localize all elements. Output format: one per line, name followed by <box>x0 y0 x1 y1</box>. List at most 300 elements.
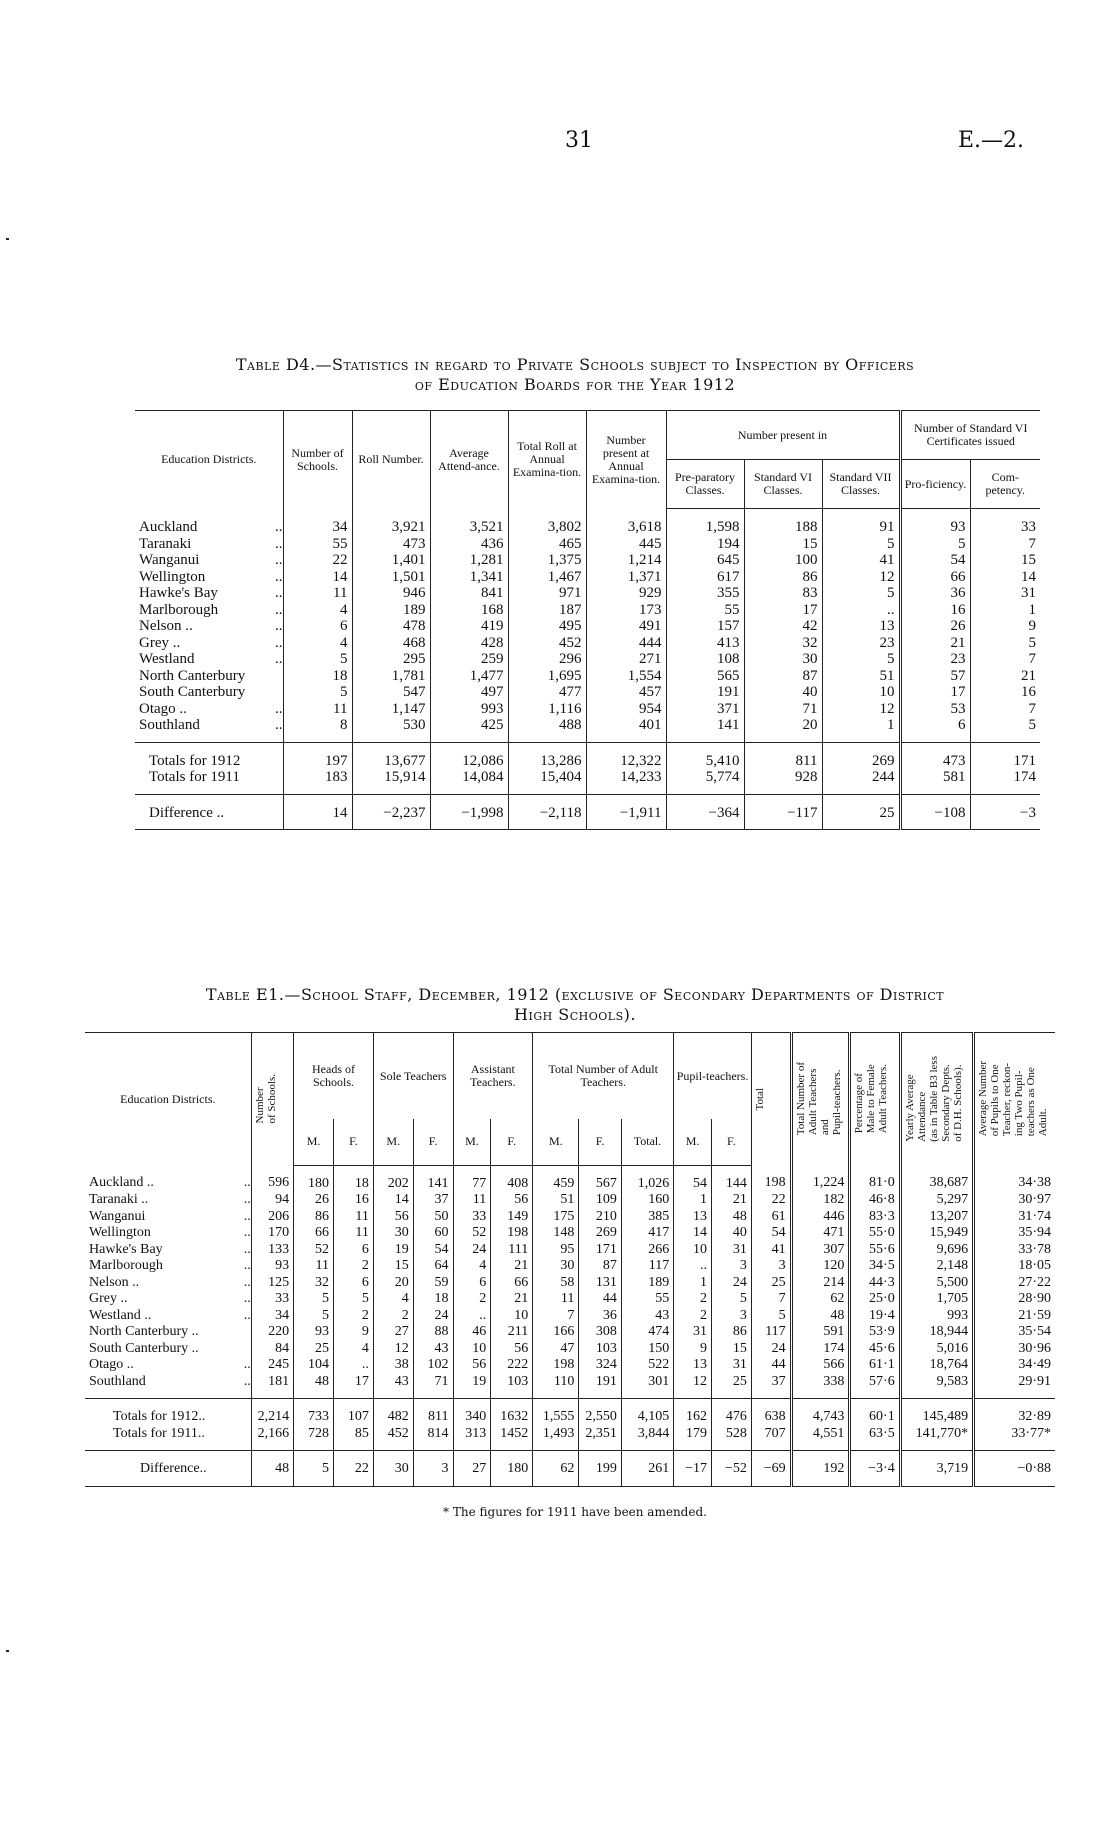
value-cell: 1,147 <box>352 701 430 718</box>
value-cell: 21·59 <box>974 1308 1055 1325</box>
value-cell: 9 <box>674 1341 712 1358</box>
value-cell: 5,500 <box>900 1275 973 1292</box>
value-cell: 162 <box>674 1399 712 1426</box>
value-cell: 1,467 <box>508 569 586 586</box>
table-row <box>85 1374 1055 1399</box>
value-cell: 44 <box>579 1291 621 1308</box>
leader-dots: .. <box>275 552 283 568</box>
table-row <box>135 701 1040 718</box>
document-reference: E.—2. <box>958 128 1025 153</box>
value-cell: 12 <box>674 1374 712 1399</box>
value-cell: 408 <box>491 1165 533 1192</box>
value-cell: 25 <box>294 1341 334 1358</box>
value-cell: 33 <box>251 1291 293 1308</box>
value-cell: 471 <box>791 1225 850 1242</box>
value-cell: 38 <box>373 1357 413 1374</box>
table-row <box>85 1324 1055 1341</box>
value-cell: 9 <box>334 1324 374 1341</box>
value-cell: 929 <box>586 585 666 602</box>
col-header-district: Education Districts. <box>85 1033 251 1166</box>
value-cell: 338 <box>791 1374 850 1399</box>
value-cell: 476 <box>711 1399 751 1426</box>
value-cell: 51 <box>822 668 900 685</box>
col-header-assistant: Assistant Teachers. <box>453 1033 533 1120</box>
value-cell: 54 <box>900 552 970 569</box>
value-cell: 214 <box>791 1275 850 1292</box>
value-cell: 14 <box>283 794 352 830</box>
value-cell: 19 <box>453 1374 491 1399</box>
value-cell: 21 <box>491 1291 533 1308</box>
value-cell: 15 <box>970 552 1040 569</box>
value-cell: 591 <box>791 1324 850 1341</box>
table-row <box>85 1192 1055 1209</box>
value-cell: 83·3 <box>850 1209 900 1226</box>
value-cell: 565 <box>666 668 744 685</box>
value-cell: 313 <box>453 1426 491 1451</box>
table-row <box>85 1225 1055 1242</box>
value-cell: 34 <box>251 1308 293 1325</box>
leader-dots: .. <box>243 1307 251 1323</box>
value-cell: 401 <box>586 717 666 742</box>
district-name: Auckland <box>139 518 198 535</box>
table-d4-caption <box>110 355 1040 395</box>
table-row <box>135 569 1040 586</box>
district-name: Wellington <box>139 568 206 585</box>
col-header-pupil: Pupil-teachers. <box>674 1033 752 1120</box>
value-cell: 3 <box>413 1451 453 1487</box>
value-cell: 21 <box>900 635 970 652</box>
district-name: Hawke's Bay <box>139 585 218 601</box>
value-cell: 6 <box>453 1275 491 1292</box>
col-header-attendance: Average Attend-ance. <box>430 411 508 509</box>
table-row <box>85 1242 1055 1259</box>
value-cell: −108 <box>900 794 970 830</box>
value-cell: 478 <box>352 618 430 635</box>
district-name: Southland <box>85 1374 223 1399</box>
value-cell: 180 <box>294 1165 334 1192</box>
value-cell: 5,410 <box>666 742 744 769</box>
value-cell: 22 <box>283 552 352 569</box>
leader-dots: .. <box>243 1258 251 1273</box>
value-cell: 199 <box>579 1451 621 1487</box>
table-row <box>135 635 1040 652</box>
value-cell: 11 <box>533 1291 579 1308</box>
table-row <box>85 1291 1055 1308</box>
district-name: Wanganui <box>89 1208 146 1224</box>
value-cell: 1,401 <box>352 552 430 569</box>
value-cell: −69 <box>751 1451 791 1487</box>
value-cell: 1,705 <box>900 1291 973 1308</box>
col-header-standard-vi: Standard VI Classes. <box>744 460 822 509</box>
value-cell: 31 <box>711 1242 751 1259</box>
table-row <box>85 1357 1055 1374</box>
margin-mark <box>6 238 9 240</box>
col-header-certificates: Number of Standard VI Certificates issued <box>900 411 1040 460</box>
value-cell: 61·1 <box>850 1357 900 1374</box>
value-cell: 110 <box>533 1374 579 1399</box>
col-subheader-f: F. <box>579 1119 621 1165</box>
table-row <box>85 1165 1055 1192</box>
value-cell: 181 <box>251 1374 293 1399</box>
leader-dots: .. <box>243 1241 251 1257</box>
district-name: North Canterbury <box>139 667 246 684</box>
table-row <box>85 1341 1055 1358</box>
table-d4 <box>135 410 1040 830</box>
value-cell: 457 <box>586 684 666 701</box>
value-cell: 3,719 <box>900 1451 973 1487</box>
value-cell: 11 <box>334 1225 374 1242</box>
value-cell: 13 <box>674 1357 712 1374</box>
value-cell: 482 <box>373 1399 413 1426</box>
value-cell: 31·74 <box>974 1209 1055 1226</box>
value-cell: 497 <box>430 684 508 701</box>
value-cell: 46·8 <box>850 1192 900 1209</box>
value-cell: 1,026 <box>621 1165 673 1192</box>
value-cell: 7 <box>970 701 1040 718</box>
value-cell: 25 <box>711 1374 751 1399</box>
value-cell: 491 <box>586 618 666 635</box>
value-cell: 488 <box>508 717 586 742</box>
value-cell: 53 <box>900 701 970 718</box>
value-cell: 93 <box>294 1324 334 1341</box>
col-subheader-m: M. <box>294 1119 334 1165</box>
value-cell: 34·49 <box>974 1357 1055 1374</box>
value-cell: 5,774 <box>666 769 744 794</box>
value-cell: 1,493 <box>533 1426 579 1451</box>
value-cell: 100 <box>744 552 822 569</box>
district-name: Westland <box>139 651 195 667</box>
value-cell: 1 <box>674 1192 712 1209</box>
district-name: Taranaki <box>139 535 192 552</box>
value-cell: 21 <box>491 1258 533 1275</box>
value-cell: 141 <box>666 717 744 742</box>
value-cell: 728 <box>294 1426 334 1451</box>
value-cell: 707 <box>751 1426 791 1451</box>
leader-dots: .. <box>243 1175 251 1191</box>
value-cell: 170 <box>251 1225 293 1242</box>
value-cell: 23 <box>900 651 970 668</box>
value-cell: 15,949 <box>900 1225 973 1242</box>
value-cell: 166 <box>533 1324 579 1341</box>
value-cell: 55 <box>621 1291 673 1308</box>
value-cell: 419 <box>430 618 508 635</box>
value-cell: 45·6 <box>850 1341 900 1358</box>
value-cell: 37 <box>751 1374 791 1399</box>
value-cell: 1,214 <box>586 552 666 569</box>
value-cell: 12,322 <box>586 742 666 769</box>
value-cell: 55 <box>666 602 744 619</box>
value-cell: 83 <box>744 585 822 602</box>
value-cell: 15,404 <box>508 769 586 794</box>
value-cell: 7 <box>970 536 1040 553</box>
value-cell: 30 <box>533 1258 579 1275</box>
value-cell: 24 <box>413 1308 453 1325</box>
value-cell: 24 <box>453 1242 491 1259</box>
value-cell: 32 <box>744 635 822 652</box>
leader-dots: .. <box>243 1192 251 1207</box>
leader-dots: .. <box>243 1274 251 1290</box>
col-subheader-m: M. <box>453 1119 491 1165</box>
value-cell: 30·96 <box>974 1341 1055 1358</box>
value-cell: 60 <box>413 1225 453 1242</box>
value-cell: 32·89 <box>974 1399 1055 1426</box>
value-cell: −17 <box>674 1451 712 1487</box>
leader-dots: .. <box>255 717 283 742</box>
value-cell: 295 <box>352 651 430 668</box>
header-text: Average Number of Pupils to One Teacher, reckon- ing Two Pupil- teachers as One Adult. <box>977 1061 1050 1137</box>
value-cell: 102 <box>413 1357 453 1374</box>
value-cell: 271 <box>586 651 666 668</box>
value-cell: 13,207 <box>900 1209 973 1226</box>
value-cell: 245 <box>251 1357 293 1374</box>
table-row <box>85 1275 1055 1292</box>
district-name: South Canterbury <box>139 684 246 700</box>
col-header-standard-vii: Standard VII Classes. <box>822 460 900 509</box>
table-row <box>135 585 1040 602</box>
value-cell: 81·0 <box>850 1165 900 1192</box>
value-cell: 733 <box>294 1399 334 1426</box>
district-name: Wellington <box>89 1225 151 1240</box>
value-cell: 188 <box>744 509 822 536</box>
value-cell: 14,084 <box>430 769 508 794</box>
table-row <box>85 1308 1055 1325</box>
table-row <box>135 602 1040 619</box>
col-header-present-in: Number present in <box>666 411 900 460</box>
value-cell: 5 <box>822 585 900 602</box>
district-name: Marlborough <box>139 601 219 618</box>
value-cell: 13 <box>674 1209 712 1226</box>
value-cell: 26 <box>294 1192 334 1209</box>
value-cell: 1452 <box>491 1426 533 1451</box>
value-cell: 29·91 <box>974 1374 1055 1399</box>
value-cell: 18 <box>283 668 352 685</box>
value-cell: 12 <box>373 1341 413 1358</box>
value-cell: −3·4 <box>850 1451 900 1487</box>
value-cell: 187 <box>508 602 586 619</box>
value-cell: 31 <box>674 1324 712 1341</box>
value-cell: 211 <box>491 1324 533 1341</box>
value-cell: .. <box>453 1308 491 1325</box>
value-cell: 244 <box>822 769 900 794</box>
value-cell: 141,770* <box>900 1426 973 1451</box>
value-cell: 95 <box>533 1242 579 1259</box>
caption-line: Table D4.—Statistics in regard to Private Schools subject to Inspection by Officers <box>235 355 915 374</box>
table-row <box>135 684 1040 701</box>
leader-dots: .. <box>243 1291 251 1306</box>
value-cell: 54 <box>674 1165 712 1192</box>
value-cell: 206 <box>251 1209 293 1226</box>
value-cell: 269 <box>579 1225 621 1242</box>
value-cell: 145,489 <box>900 1399 973 1426</box>
value-cell: 3,844 <box>621 1426 673 1451</box>
value-cell: 173 <box>586 602 666 619</box>
value-cell: 16 <box>970 684 1040 701</box>
value-cell: 645 <box>666 552 744 569</box>
value-cell: 191 <box>579 1374 621 1399</box>
value-cell: 198 <box>751 1165 791 1192</box>
value-cell: 26 <box>900 618 970 635</box>
value-cell: 1 <box>970 602 1040 619</box>
district-name: Westland .. <box>89 1307 152 1323</box>
value-cell: 946 <box>352 585 430 602</box>
col-subheader-f: F. <box>334 1119 374 1165</box>
value-cell: 22 <box>751 1192 791 1209</box>
district-name: Hawke's Bay <box>89 1241 163 1257</box>
value-cell: 477 <box>508 684 586 701</box>
value-cell: 157 <box>666 618 744 635</box>
value-cell: 1,695 <box>508 668 586 685</box>
value-cell: 180 <box>491 1451 533 1487</box>
value-cell: 1,598 <box>666 509 744 536</box>
value-cell: 174 <box>970 769 1040 794</box>
value-cell: 547 <box>352 684 430 701</box>
table-row <box>85 1258 1055 1275</box>
district-name: Taranaki .. <box>89 1192 149 1207</box>
value-cell: 307 <box>791 1242 850 1259</box>
value-cell: 4,105 <box>621 1399 673 1426</box>
value-cell: 133 <box>251 1242 293 1259</box>
value-cell: 19·4 <box>850 1308 900 1325</box>
value-cell: 117 <box>751 1324 791 1341</box>
value-cell: 301 <box>621 1374 673 1399</box>
value-cell: 31 <box>970 585 1040 602</box>
value-cell: 64 <box>413 1258 453 1275</box>
value-cell: 18·05 <box>974 1258 1055 1275</box>
value-cell: 23 <box>822 635 900 652</box>
col-subheader-f: F. <box>491 1119 533 1165</box>
col-header-heads: Heads of Schools. <box>294 1033 374 1120</box>
value-cell: 14 <box>283 569 352 586</box>
value-cell: 43 <box>373 1374 413 1399</box>
value-cell: 93 <box>900 509 970 536</box>
caption-line: High Schools). <box>514 1005 636 1024</box>
col-subheader-m: M. <box>674 1119 712 1165</box>
value-cell: 4,743 <box>791 1399 850 1426</box>
value-cell: 473 <box>900 742 970 769</box>
value-cell: 18,764 <box>900 1357 973 1374</box>
value-cell: 198 <box>533 1357 579 1374</box>
value-cell: 55·0 <box>850 1225 900 1242</box>
value-cell: 191 <box>666 684 744 701</box>
value-cell: 5 <box>822 651 900 668</box>
value-cell: 35·54 <box>974 1324 1055 1341</box>
value-cell: 371 <box>666 701 744 718</box>
value-cell: 296 <box>508 651 586 668</box>
table-row <box>85 1209 1055 1226</box>
value-cell: 94 <box>251 1192 293 1209</box>
value-cell: 5 <box>711 1291 751 1308</box>
district-name: Wanganui <box>139 552 200 568</box>
value-cell: 6 <box>900 717 970 742</box>
value-cell: 56 <box>453 1357 491 1374</box>
value-cell: 10 <box>822 684 900 701</box>
district-name: Nelson .. <box>139 618 193 634</box>
value-cell: 21 <box>970 668 1040 685</box>
value-cell: 2 <box>674 1291 712 1308</box>
value-cell: 30 <box>373 1451 413 1487</box>
value-cell: 175 <box>533 1209 579 1226</box>
value-cell: 5 <box>970 717 1040 742</box>
value-cell: 93 <box>251 1258 293 1275</box>
value-cell: 5,016 <box>900 1341 973 1358</box>
value-cell: 5,297 <box>900 1192 973 1209</box>
col-header-total-adult-pupil <box>791 1033 850 1166</box>
value-cell: 30 <box>744 651 822 668</box>
value-cell: 1,501 <box>352 569 430 586</box>
value-cell: 62 <box>791 1291 850 1308</box>
value-cell: 11 <box>334 1209 374 1226</box>
value-cell: 993 <box>430 701 508 718</box>
value-cell: −2,118 <box>508 794 586 830</box>
value-cell: 20 <box>744 717 822 742</box>
value-cell: 52 <box>294 1242 334 1259</box>
district-name: Grey .. <box>139 634 181 651</box>
district-name: South Canterbury .. <box>89 1340 199 1356</box>
value-cell: 11 <box>294 1258 334 1275</box>
district-name: Otago .. <box>139 700 187 717</box>
value-cell: 522 <box>621 1357 673 1374</box>
value-cell: 22 <box>334 1451 374 1487</box>
value-cell: 47 <box>533 1341 579 1358</box>
value-cell: 468 <box>352 635 430 652</box>
value-cell: 14 <box>674 1225 712 1242</box>
value-cell: 3 <box>751 1258 791 1275</box>
value-cell: 189 <box>621 1275 673 1292</box>
col-header-schools: Number of Schools. <box>283 411 352 509</box>
district-name: Otago .. <box>89 1357 134 1372</box>
value-cell: 5 <box>294 1308 334 1325</box>
value-cell: 9,696 <box>900 1242 973 1259</box>
leader-dots: .. <box>243 1357 251 1372</box>
value-cell: 459 <box>533 1165 579 1192</box>
value-cell: 40 <box>744 684 822 701</box>
value-cell: 58 <box>533 1275 579 1292</box>
value-cell: 48 <box>294 1374 334 1399</box>
page-number: 31 <box>565 128 593 153</box>
value-cell: 117 <box>621 1258 673 1275</box>
value-cell: 91 <box>822 509 900 536</box>
leader-dots: .. <box>275 585 283 601</box>
difference-row <box>135 794 1040 830</box>
value-cell: 17 <box>744 602 822 619</box>
value-cell: 34 <box>283 509 352 536</box>
value-cell: 42 <box>744 618 822 635</box>
value-cell: 5 <box>970 635 1040 652</box>
col-header-yearly-attendance <box>900 1033 973 1166</box>
district-name: Difference.. <box>85 1451 251 1487</box>
totals-row <box>85 1399 1055 1426</box>
value-cell: 37 <box>413 1192 453 1209</box>
value-cell: 183 <box>283 769 352 794</box>
value-cell: 88 <box>413 1324 453 1341</box>
value-cell: 2,550 <box>579 1399 621 1426</box>
value-cell: 24 <box>751 1341 791 1358</box>
value-cell: 149 <box>491 1209 533 1226</box>
value-cell: 1 <box>822 717 900 742</box>
value-cell: 9,583 <box>900 1374 973 1399</box>
value-cell: 530 <box>352 717 430 742</box>
value-cell: 20 <box>373 1275 413 1292</box>
value-cell: 6 <box>334 1242 374 1259</box>
value-cell: 30 <box>373 1225 413 1242</box>
value-cell: 14 <box>373 1192 413 1209</box>
value-cell: 4 <box>283 602 352 619</box>
value-cell: 1,555 <box>533 1399 579 1426</box>
value-cell: 54 <box>413 1242 453 1259</box>
col-header-competency: Com-petency. <box>970 460 1040 509</box>
value-cell: 2,351 <box>579 1426 621 1451</box>
district-name: North Canterbury .. <box>89 1324 199 1339</box>
